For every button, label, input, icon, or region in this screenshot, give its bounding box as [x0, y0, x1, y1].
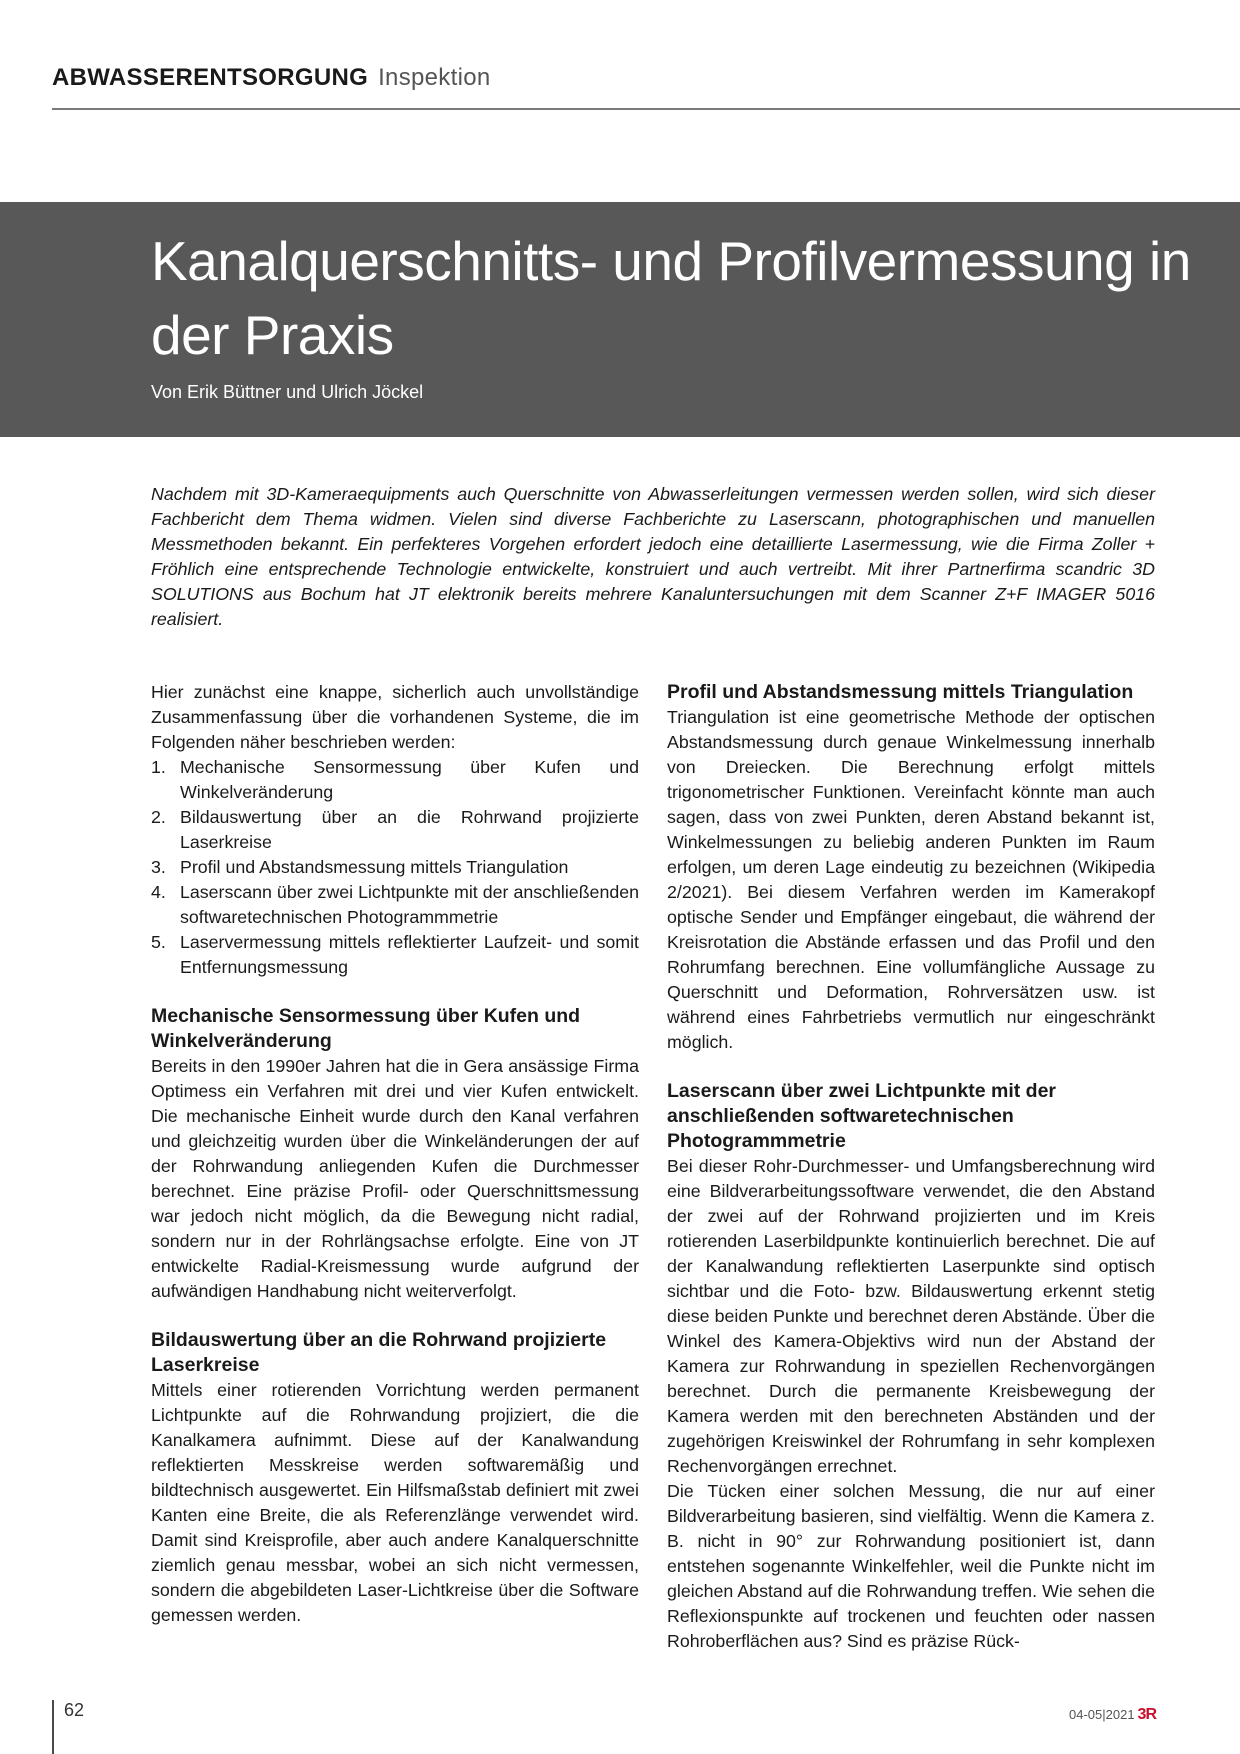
- section-heading-laserkreise: Bildauswertung über an die Rohrwand projizierte Laserkreise: [151, 1329, 607, 1376]
- list-number: 1.: [151, 757, 166, 777]
- article-byline: Von Erik Büttner und Ulrich Jöckel: [151, 382, 424, 402]
- running-header: [52, 60, 1240, 110]
- section-body-sensor: Bereits in den 1990er Jahren hat die in Gera ansässige Firma Optimess ein Verfahren mit drei und vier Kufen entwickelt. Die mechanische Einheit wurde durch den Kanal verfahren und gleichzeitig wurden über die Winkeländerungen der auf der Rohrwandung anliegenden Kufen die Durchmesser berechnet. Eine präzise Profil- oder Querschnittsmessung war jedoch nicht möglich, da die Bewegung nicht radial, sondern nur in der Rohrlängsachse erfolgte. Eine von JT entwickelte Radial-Kreismessung wurde aufgrund der aufwändigen Handhabung nicht weiterverfolgt.: [151, 1056, 639, 1301]
- list-item: [151, 755, 639, 805]
- section-body-laserscann-continued: Die Tücken einer solchen Messung, die nur auf einer Bildverarbeitung basieren, sind vielfältig. Wenn die Kamera z. B. nicht in 90° zur Rohrwandung positioniert ist, dann entstehen sogenannte Winkelfehler, weil die Punkte nicht im gleichen Abstand auf die Rohrwandung treffen. Wie sehen die Reflexionspunkte auf trockenen und feuchten oder nassen Rohroberflächen aus? Sind es präzise Rück-: [667, 1481, 1155, 1651]
- section-body-triangulation: Triangulation ist eine geometrische Methode der optischen Abstandsmessung durch genaue Winkelmessung innerhalb von Dreiecken. Die Berechnung erfolgt mittels trigonometrischer Funktionen. Vereinfacht könnte man auch sagen, dass von zwei Punkten, deren Abstand bekannt ist, Winkelmessungen zu beliebig anderen Punkten im Raum erfolgen, um deren Lage eindeutig zu bezeichnen (Wikipedia 2/2021). Bei diesem Verfahren werden im Kamerakopf optische Sender und Empfänger eingebaut, die während der Kreisrotation die Abstände erfassen und das Profil und den Rohrumfang berechnen. Eine vollumfängliche Aussage zu Querschnitt und Deformation, Rohrversätzen usw. ist während eines Fahrbetriebs vermutlich nur eingeschränkt möglich.: [667, 707, 1155, 1052]
- brand-logo: 3R: [1137, 1706, 1156, 1723]
- list-text: Laserscann über zwei Lichtpunkte mit der anschließenden softwaretechnischen Photogrammmetrie: [180, 882, 639, 927]
- section-heading-sensor: Mechanische Sensormessung über Kufen und Winkelveränderung: [151, 1005, 581, 1052]
- issue-label: 04-05|2021: [1069, 1707, 1135, 1722]
- list-item: [151, 805, 639, 855]
- section-name: [52, 64, 491, 92]
- subsection-label: Inspektion: [378, 64, 491, 91]
- list-text: Laservermessung mittels reflektierter Laufzeit- und somit Entfernungsmessung: [180, 932, 639, 977]
- section-heading-laserscann: Laserscann über zwei Lichtpunkte mit der anschließenden softwaretechnischen Photogrammmetrie: [667, 1080, 1057, 1152]
- footer-issue: [1069, 1706, 1156, 1724]
- list-item: [151, 855, 639, 880]
- section-heading-triangulation: Profil und Abstandsmessung mittels Triangulation: [667, 681, 1134, 703]
- right-column: [667, 680, 1155, 1654]
- list-number: 3.: [151, 857, 166, 877]
- list-number: 5.: [151, 932, 166, 952]
- section-body-laserscann: Bei dieser Rohr-Durchmesser- und Umfangsberechnung wird eine Bildverarbeitungssoftware verwendet, die den Abstand der zwei auf der Rohrwand projizierten und im Kreis rotierenden Laserbildpunkte kontinuierlich berechnet. Die auf der Kanalwandung reflektierten Laserpunkte sind optisch sichtbar und die Foto- bzw. Bildauswertung erkennt stetig diese beiden Punkte und berechnet deren Abstände. Über die Winkel des Kamera-Objektivs wird nun der Abstand der Kamera zur Rohrwandung in speziellen Rechenvorgängen berechnet. Durch die permanente Kreisbewegung der Kamera werden mit den berechneten Abständen und der zugehörigen Kreiswinkel der Rohrumfang in sehr komplexen Rechenvorgängen errechnet.: [667, 1156, 1155, 1476]
- footer-rule: [52, 1700, 54, 1754]
- list-number: 4.: [151, 882, 166, 902]
- list-number: 2.: [151, 807, 166, 827]
- list-text: Bildauswertung über an die Rohrwand projizierte Laserkreise: [180, 807, 639, 852]
- list-text: Profil und Abstandsmessung mittels Triangulation: [180, 857, 569, 877]
- section-label: ABWASSERENTSORGUNG: [52, 64, 369, 91]
- page-number: 62: [64, 1700, 85, 1720]
- section-body-laserkreise: Mittels einer rotierenden Vorrichtung werden permanent Lichtpunkte auf die Rohrwandung projiziert, die die Kanalkamera aufnimmt. Diese auf der Kanalwandung reflektierten Messkreise werden softwaremäßig und bildtechnisch ausgewertet. Ein Hilfsmaßstab definiert mit zwei Kanten eine Breite, die als Referenzlänge verwendet wird. Damit sind Kreisprofile, aber auch andere Kanalquerschnitte ziemlich genau messbar, wobei an sich nicht vermessen, sondern die abgebildeten Laser-Lichtkreise über die Software gemessen werden.: [151, 1380, 639, 1625]
- list-item: [151, 930, 639, 980]
- systems-list: [151, 755, 639, 980]
- intro-paragraph: Hier zunächst eine knappe, sicherlich auch unvollständige Zusammenfassung über die vorhandenen Systeme, die im Folgenden näher beschrieben werden:: [151, 682, 639, 752]
- left-column: [151, 680, 639, 1628]
- list-item: [151, 880, 639, 930]
- article-lead: Nachdem mit 3D-Kameraequipments auch Querschnitte von Abwasserleitungen vermessen werden sollen, wird sich dieser Fachbericht dem Thema widmen. Vielen sind diverse Fachberichte zu Laserscann, photographischen und manuellen Messmethoden bekannt. Ein perfekteres Vorgehen erfordert jedoch eine detaillierte Lasermessung, wie die Firma Zoller + Fröhlich eine entsprechende Technologie entwickelte, konstruiert und auch vertreibt. Mit ihrer Partnerfirma scandric 3D SOLUTIONS aus Bochum hat JT elektronik bereits mehrere Kanaluntersuchungen mit dem Scanner Z+F IMAGER 5016 realisiert.: [151, 484, 1155, 629]
- title-band: [0, 202, 1240, 437]
- list-text: Mechanische Sensormessung über Kufen und Winkelveränderung: [180, 757, 639, 802]
- article-title: Kanalquerschnitts- und Profilvermessung in der Praxis: [151, 230, 1191, 366]
